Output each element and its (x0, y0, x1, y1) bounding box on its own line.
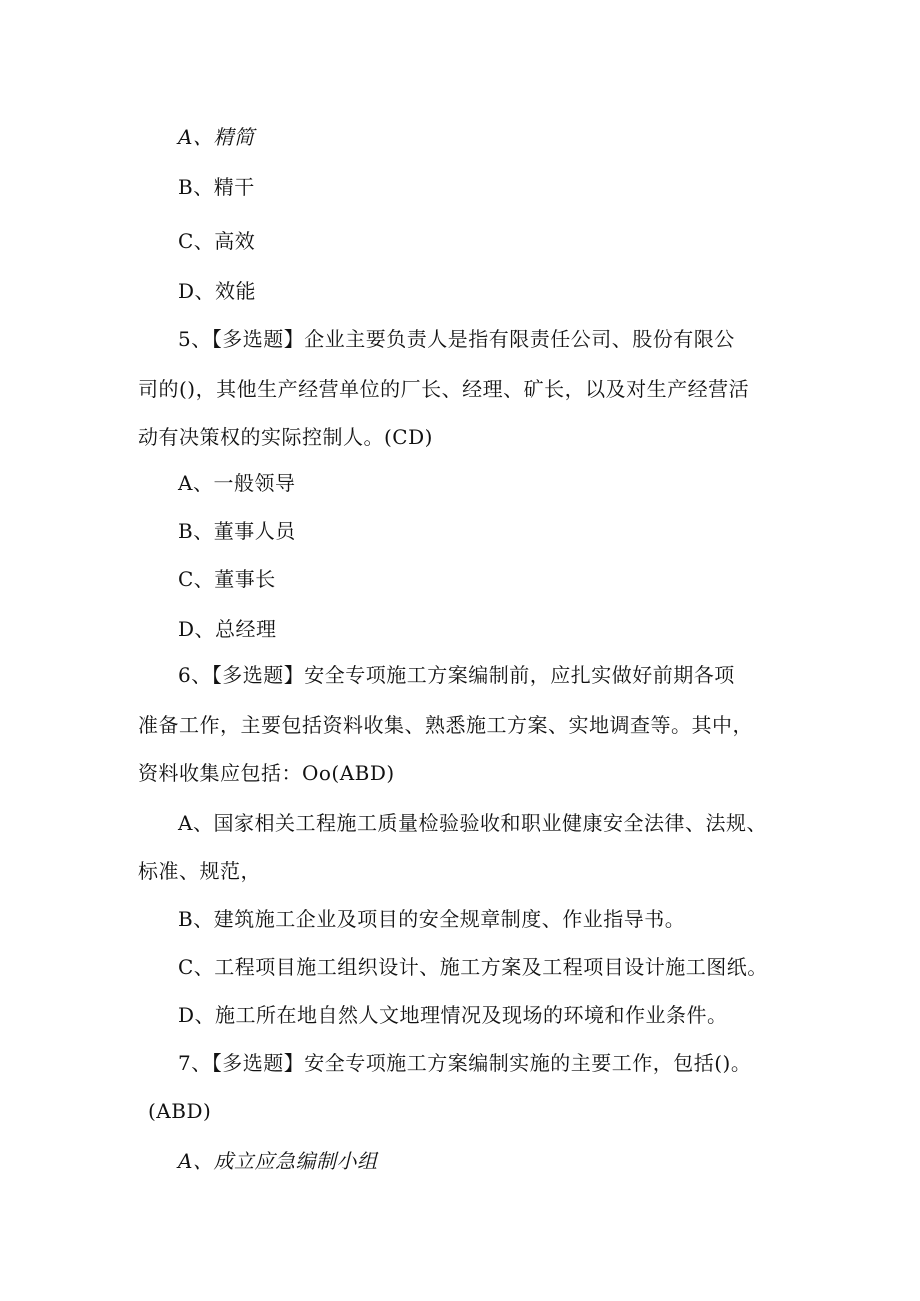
question-7-line-2: (ABD) (148, 1099, 212, 1123)
question-7-option-a: A、成立应急编制小组 (178, 1149, 378, 1173)
question-6-line-1: 6、【多选题】安全专项施工方案编制前，应扎实做好前期各项 (178, 663, 735, 687)
question-5-option-c: C、董事长 (178, 567, 276, 591)
question-5-option-d: D、总经理 (178, 617, 277, 641)
option-d-text: D、效能 (178, 279, 257, 303)
question-5-line-1: 5、【多选题】企业主要负责人是指有限责任公司、股份有限公 (178, 327, 735, 351)
question-5-option-b: B、董事人员 (178, 519, 296, 543)
question-6-option-b: B、建筑施工企业及项目的安全规章制度、作业指导书。 (178, 907, 686, 931)
question-5-option-a: A、一般领导 (178, 471, 296, 495)
option-b-text: B、精干 (178, 175, 255, 199)
question-6-line-3: 资料收集应包括：Oo(ABD) (138, 761, 395, 785)
question-7-line-1: 7、【多选题】安全专项施工方案编制实施的主要工作，包括()。 (178, 1051, 752, 1075)
option-a-text: A、精简 (178, 125, 255, 149)
question-6-option-a-line-2: 标准、规范， (138, 859, 261, 883)
question-6-option-d: D、施工所在地自然人文地理情况及现场的环境和作业条件。 (178, 1003, 728, 1027)
question-6-line-2: 准备工作，主要包括资料收集、熟悉施工方案、实地调查等。其中， (138, 713, 753, 737)
question-6-option-c: C、工程项目施工组织设计、施工方案及工程项目设计施工图纸。 (178, 955, 768, 979)
question-5-line-2: 司的()，其他生产经营单位的厂长、经理、矿长，以及对生产经营活 (138, 377, 750, 401)
question-6-option-a-line-1: A、国家相关工程施工质量检验验收和职业健康安全法律、法规、 (178, 811, 767, 835)
question-5-line-3: 动有决策权的实际控制人。(CD) (138, 425, 433, 449)
option-c-text: C、高效 (178, 229, 256, 253)
